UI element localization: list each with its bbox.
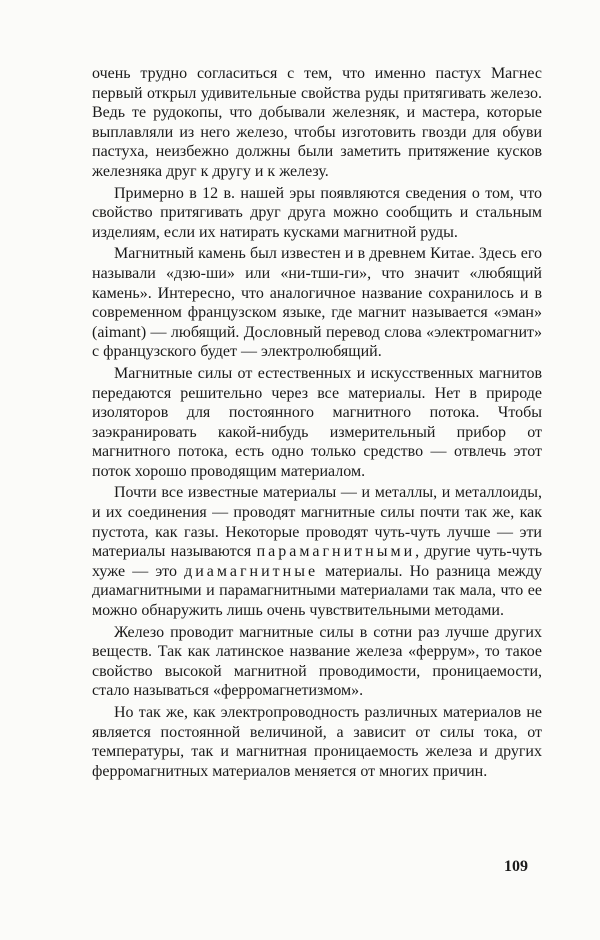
- paragraph-5-part-3: материалы. Но разница между диамагнитными и парамагнитными материалами так мала, что ее можно обнаружить лишь очень чувствительными методами.: [92, 562, 542, 620]
- paragraph-5: [92, 483, 542, 620]
- term-diamagnetic: диамагнитные: [184, 562, 319, 580]
- paragraph-7: Но так же, как электропроводность различных материалов не является постоянной величиной, а зависит от силы тока, от температуры, так и магнитная проницаемость железа и других ферромагнитных материалов меняется от многих причин.: [92, 704, 542, 780]
- paragraph-2: Примерно в 12 в. нашей эры появляются сведения о том, что свойство притягивать друг друга можно сообщить и стальным изделиям, если их натирать кусками магнитной руды.: [92, 184, 542, 241]
- body-text: [92, 64, 542, 783]
- term-paramagnetic: парамагнитными: [256, 543, 416, 561]
- page-number: 109: [504, 858, 528, 875]
- paragraph-1: очень трудно согласиться с тем, что именно пастух Магнес первый открыл удивительные свойства руды притягивать железо. Ведь те рудокопы, что добывали железняк, и мастера, которые выплавляли из него железо, чтобы изготовить гвозди для обуви пастуха, неизбежно должны были заметить притяжение кусков железняка друг к другу и к железу.: [92, 65, 542, 180]
- paragraph-5-part-1: Почти все известные материалы — и металлы, и металлоиды, и их соединения — проводят магнитные силы почти так же, как пустота, как газы. Некоторые проводят чуть-чуть лучше — эти материалы называются: [92, 484, 542, 561]
- paragraph-6: Железо проводит магнитные силы в сотни раз лучше других веществ. Так как латинское название железа «феррум», то такое свойство высокой магнитной проводимости, проницаемости, стало называться «ферромагнетизмом».: [92, 623, 542, 700]
- paragraph-5-part-2: , другие чуть-чуть хуже — это: [92, 543, 542, 580]
- paragraph-4: Магнитные силы от естественных и искусственных магнитов передаются решительно через все материалы. Нет в природе изоляторов для постоянного магнитного потока. Чтобы заэкранировать какой-нибудь измерительный прибор от магнитного потока, есть одно только средство — отвлечь этот поток хорошо проводящим материалом.: [92, 364, 542, 480]
- paragraph-3: Магнитный камень был известен и в древнем Китае. Здесь его называли «дзю-ши» или «ни-тши-ги», что значит «любящий камень». Интересно, что аналогичное название сохранилось и в современном французском языке, где магнит называется «эман» (aimant) — любящий. Дословный перевод слова «электромагнит» с французского будет — электролюбящий.: [92, 245, 542, 361]
